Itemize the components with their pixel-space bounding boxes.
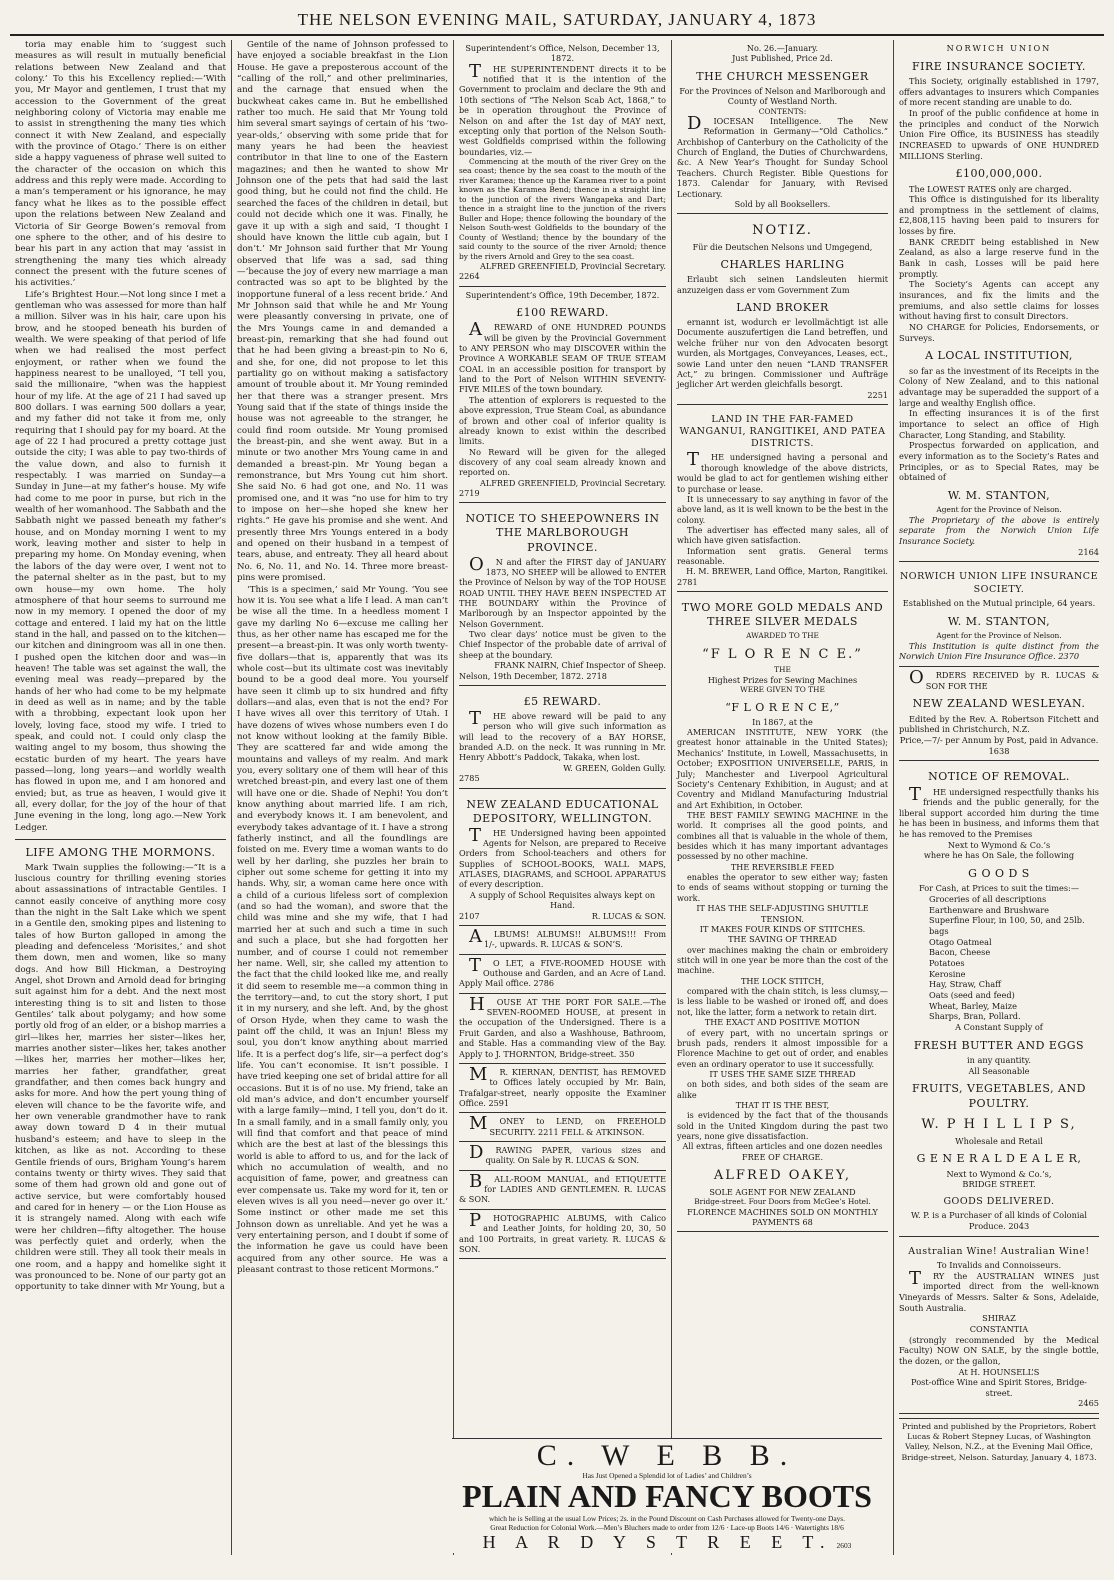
- advertiser-name: C. W E B B.: [536, 1439, 798, 1472]
- ad-title: £100 REWARD.: [516, 306, 609, 320]
- agent-name: W. M. STANTON,: [947, 614, 1051, 628]
- ad-line: Next to Wymond & Co.’s: [947, 839, 1051, 850]
- ad-note: This Institution is quite distinct from the Norwich Union Fire Insurance Office. 2370: [899, 640, 1099, 662]
- ad-body: THE undersigned having a personal and thorough knowledge of the above districts, would be glad to act for gentlemen wishing either to purchase or lease.: [677, 449, 888, 494]
- ad-body: Prospectus forwarded on application, and every information as to the Society’s Rates and Principles, or as to Special Rates, may be obtained of: [899, 440, 1099, 483]
- goods-item: Groceries of all descriptions: [929, 894, 1047, 905]
- ad-title: NOTIZ.: [752, 223, 813, 239]
- ad-title: LAND IN THE FAR-FAMED WANGANUI, RANGITIKEI, AND PATEA DISTRICTS.: [679, 413, 886, 450]
- ad-dateline: Superintendent’s Office, Nelson, December 13, 1872.: [465, 43, 660, 64]
- ad-number: 2164: [1078, 546, 1099, 557]
- ad-title: NORWICH UNION: [946, 43, 1052, 53]
- ad-heading: FRESH BUTTER AND EGGS: [913, 1038, 1085, 1052]
- divider: [15, 839, 226, 840]
- article-paragraph: ‘This is a specimen,’ said Mr Young. ‘You see how it is. You see what a life I lead. A man can’t be wise all the time. In a heedless moment I gave my darling No 6—excuse me calling her thus, as her other name has escaped me for the present—a breast-pin. It was only worth twenty-five dollars—that is, apparently that was its whole cost—but its ultimate cost was inevitably bound to be a good deal more. You yourself have seen it climb up to six hundred and fifty dollars—and alas, even that is not the end? For I have wives all over this territory of Utah. I have dozens of wives whose numbers even I do not know without looking at the family Bible. They are scattered far and wide among the mountains and valleys of my realm. And mark you, every solitary one of them will hear of this wretched breast-pin, and every last one of them will have one or die. Shade of Nephi! You don’t know anything about married life. I am rich, and everybody knows it. I am benevolent, and everybody takes advantage of it. I have a strong fatherly instinct, and all the foundlings are foisted on me. Every time a woman wants to do well by her darling, she puzzles her brain to cipher out some scheme for getting it into my hands. Why, sir, a woman came here once with a child of a curious lifeless sort of complexion (and so had the woman), and swore that the child was mine and she my wife, that I had married her at such and such a time in such and such a place, but she had forgotten her number, and of course I could not remember her name. Well, sir, she called my attention to the fact that the child looked like me, and really it did seem to resemble me—a common thing in the territory—and, to cut the story short, I put it in my nursery, and she left. And, by the ghost of Orson Hyde, when they came to wash the paint off the child, it was an Injun! Bless my soul, you don’t know anything about married life. It is a perfect dog’s life, sir—a perfect dog’s life. You can’t economise. It isn’t possible. I have tried keeping one set of bridal attire for all occasions. But it is of no use. My friend, take an old man’s advice, and don’t encumber yourself with a large family—mind, I tell you, don’t do it. In a small family, and in a small family only, you will find that comfort and that peace of mind which are the best at last of the blessings this world is able to afford to us, and for the lack of which no accumulation of wealth, and no acquisition of fame, power, and greatness can ever compensate us. Take my word for it, ten or eleven wives is all you need—never go over it.’ Some instinct or other made me set this Johnson down as unreliable. And yet he was a very entertaining person, and I doubt if some of the information he gave us could have been acquired from any other source. He was a pleasant contrast to those reticent Mormons.”: [237, 584, 448, 1276]
- masthead: THE NELSON EVENING MAIL, SATURDAY, JANUARY 4, 1873: [10, 10, 1104, 36]
- column-5: [894, 40, 1104, 1555]
- ad-heading: G E N E R A L D E A L E R,: [916, 1152, 1082, 1166]
- ad-number: 2719: [459, 488, 480, 499]
- ad-body: AMERICAN INSTITUTE, NEW YORK (the greatest honor attainable in the United States); Mechanics’ Institute, in Lowell, Massachusetts, in October; EXPOSITION UNIVERSELLE, PARIS, in July; Manchester and Liverpool Agricultural Society’s Centenary Exhibition, in August; and at Coventry and Midland Manufacturing Industrial and Art Exhibition, in October.: [677, 727, 888, 810]
- ad-body: of every part, with no uncertain springs or brush pads, renders it almost impossible for a Florence Machine to get out of order, and enables even an ordinary operator to use it successfully.: [677, 1027, 888, 1069]
- ad-line: which he is Selling at the usual Low Prices; 2s. in the Pound Discount on Cash Purchases allowed for Twenty-one Days.: [488, 1513, 846, 1523]
- ad-heading: FRUITS, VEGETABLES, AND POULTRY.: [912, 1082, 1086, 1110]
- ad-to-let: TO LET, a FIVE-ROOMED HOUSE with Outhouse and Garden, and an Acre of Land. Apply Mail office. 2786: [459, 955, 666, 994]
- ad-body: NO CHARGE for Policies, Endorsements, or Surveys.: [899, 322, 1099, 343]
- ad-body: ON and after the FIRST day of JANUARY 1873, NO SHEEP will be allowed to ENTER the Province of Nelson by way of the TOP HOUSE ROAD UNTIL THEY HAVE BEEN INSPECTED AT THE BOUNDARY within the Province of Marlborough by an Inspector appointed by the Nelson Government.: [459, 553, 666, 629]
- feature-heading: IT MAKES FOUR KINDS OF STITCHES.: [699, 923, 866, 934]
- ad-church-messenger: [677, 40, 888, 214]
- ad-body: over machines making the chain or embroidery stitch will in one year be more than the cost of the machine.: [677, 944, 888, 976]
- column-4: [672, 40, 894, 1555]
- ad-body: This Society, originally established in 1797, offers advantages to insurers which Companies of more recent standing are unable to do.: [899, 75, 1099, 108]
- ad-body: on both sides, and both sides of the seam are alike: [677, 1079, 888, 1100]
- ad-body: THE undersigned respectfully thanks his friends and the public generally, for the liberal support accorded him during the time he has been in business, and informs them that he has removed to the Premises: [899, 783, 1099, 840]
- article-paragraph: Gentile of the name of Johnson professed to have enjoyed a sociable breakfast in the Lion House. He gave a preposterous account of the “calling of the roll,” and other preliminaries, and the carnage that ensued when the buckwheat cakes came in. But he embellished rather too much. He said that Mr Young told him several smart sayings of certain of his ‘two-year-olds,’ observing with some pride that for many years he had been the heaviest contributor in that line to one of the Eastern magazines; and then he wanted to show Mr Johnson one of the pets that had said the last good thing, but he could not find the child. He searched the faces of the children in detail, but could not decide which one it was. Finally, he gave it up with a sigh and said, ‘I thought I should have known the little cub again, but I don’t.’ Mr Johnson said further that Mr Young observed that life was a sad, sad thing—‘because the joy of every new marriage a man contracted was so apt to be blighted by the inopportune funeral of a less recent bride.’ And Mr Johnson said that while he and Mr Young were pleasantly conversing in private, one of the Mrs Youngs came in and demanded a breast-pin, remarking that she had found out that he had been giving a breast-pin to No 6, and she, for one, did not propose to let this partiality go on without making a satisfactory amount of trouble about it. Mr Young reminded her that there was a stranger present. Mrs Young said that if the state of things inside the house was not agreeable to the stranger, he could find room outside. Mr Young promised the breast-pin, and she went away. But in a minute or two another Mrs Young came in and demanded a breast-pin. Mr Young began a remonstrance, but Mrs Young cut him short. She said No. 6 had got one, and No. 11 was promised one, and it was “no use for him to try to impose on her—she hoped she knew her rights.” He gave his promise and she went. And presently three Mrs Youngs entered in a body and opened on their husband in a tempest of tears, abuse, and entreaty. They all heard about No. 6, No. 11, and No. 14. Three more breast-pins were promised.: [237, 40, 448, 584]
- ad-price: Price,—7/- per Annum by Post, paid in Advance. 1638: [899, 734, 1099, 756]
- ad-boundaries: Commencing at the mouth of the river Grey on the sea coast; thence by the sea coast to the mouth of the river Karamea; thence up the Karamea river to a point known as the Karamea Bend; thence in a straight line to the junction of the rivers Wangapeka and Dart; thence in a straight line to the junction of the rivers Buller and Hope; thence following the boundary of the Nelson South-west Goldfields to the boundary of the County of Westland; thence by the boundary of the said county to the source of the river Arnold; thence by the rivers Arnold and Grey to the sea coast.: [459, 156, 666, 261]
- ad-line: In 1867, at the: [752, 716, 813, 727]
- ad-body: is evidenced by the fact that of the thousands sold in the United Kingdom during the past two years, none give dissatisfaction.: [677, 1110, 888, 1142]
- ad-body: THE Undersigned having been appointed Agents for Nelson, are prepared to Receive Orders from School-teachers and others for Supplies of SCHOOL-BOOKS, WALL MAPS, ATLASES, DIAGRAMS, and SCHOOL APPARATUS of every description.: [459, 824, 666, 890]
- ad-title: Australian Wine! Australian Wine!: [908, 1245, 1090, 1257]
- advertiser-name: W. P H I L L I P S,: [921, 1116, 1077, 1132]
- ad-heading: G O O D S: [968, 867, 1030, 881]
- ad-note: The Proprietary of the above is entirely separate from the Norwich Union Life Insurance Society.: [899, 514, 1099, 547]
- ad-body: DIOCESAN Intelligence. The New Reformation in Germany—“Old Catholics.” Archbishop of Canterbury on the Catholicity of the Church of England, the Duties of Churchwardens, &c. A New Year’s Thought for Sunday School Teachers. Church Register. Bible Questions for 1873. Calendar for January, with Revised Lectionary.: [677, 112, 888, 199]
- ad-house-for-sale: HOUSE AT THE PORT FOR SALE.—The SEVEN-ROOMED HOUSE, at present in the occupation of the Undersigned. There is a Fruit Garden, and also a Washhouse, Bathroom, and Stable. Has a commanding view of the Bay. Apply to J. THORNTON, Bridge-street. 350: [459, 994, 666, 1064]
- wine-name: CONSTANTIA: [969, 1323, 1029, 1334]
- agent-role: Agent for the Province of Nelson.: [936, 631, 1062, 641]
- ad-horse-reward: [459, 686, 666, 789]
- feature-heading: IT HAS THE SELF-ADJUSTING SHUTTLE TENSION.: [696, 903, 869, 924]
- goods-item: Wheat, Barley, Maize: [929, 1000, 1017, 1011]
- sold-by: Sold by all Booksellers.: [734, 198, 831, 209]
- goods-item: Otago Oatmeal: [929, 936, 992, 947]
- feature-heading: THE REVERSIBLE FEED: [730, 861, 835, 872]
- ad-title: NEW ZEALAND WESLEYAN.: [912, 697, 1086, 711]
- ad-body: THE BEST FAMILY SEWING MACHINE in the world. It comprises all the good points, and combines all that is valuable in the whole of them, besides which it has many important advantages possessed by no other machine.: [677, 809, 888, 862]
- ad-signature: W. GREEN, Golden Gully.: [563, 762, 666, 773]
- ad-line: BRIDGE STREET.: [962, 1179, 1036, 1190]
- article-heading: LIFE AMONG THE MORMONS.: [25, 846, 216, 860]
- ad-line: All extras, fifteen articles and one dozen needles FREE OF CHARGE.: [682, 1141, 883, 1162]
- goods-item: Oats (seed and feed): [929, 989, 1015, 1000]
- wine-name: SHIRAZ: [982, 1313, 1016, 1324]
- ad-title: £5 REWARD.: [523, 694, 602, 708]
- ad-body: BANK CREDIT being established in New Zealand, as also a large reserve fund in the Bank in cash, Losses will be paid here promptly.: [899, 236, 1099, 279]
- ad-line: where he has On Sale, the following: [923, 850, 1075, 861]
- feature-heading: IT USES THE SAME SIZE THREAD: [709, 1068, 856, 1079]
- article-brightest-hour: Life’s Brightest Hour.—Not long since I met a gentleman who was assessed for more than half a million. Silver was in his hair, care upon his brow, and he stooped beneath his burden of wealth. We were speaking of that period of life when we had realised the most perfect enjoyment, or rather when we found the happiness nearest to be unalloyed, “I tell you, said the millionaire, “when was the happiest hour of my life. At the age of 21 I had saved up 800 dollars. I was earning 500 dollars a year, and my father did not take it from me, only requiring that I should pay for my board. At the age of 22 I had procured a pretty cottage just outside the city; I was able to pay two-thirds of the value down, and also to furnish it respectably. I was married on Sunday—a Sunday in June—at my father’s house. My wife had come to me poor in purse, but rich in the wealth of her womanhood. The Sabbath and the Sabbath night we passed beneath my father’s house, and on Monday morning I went to my work, leaving mother and sister to help in preparing my home. On Monday evening, when the labors of the day were over, I went not to the paternal shelter as in the past, but to my own house—my own home. The holy atmosphere of that hour seems to surround me now in my memory. I opened the door of my cottage and entered. I laid my hat on the little stand in the hall, and passed on to the kitchen—our kitchen and diningroom was all in one then. I pushed open the kitchen door and was—in heaven! The table was set against the wall, the evening meal was ready—prepared by the hands of her who had come to be my helpmate in deed as well as in name; and by the table with a throbbing, expectant look upon her lovely, loving face, stood my wife. I tried to speak, and could not. I could only clasp the waiting angel to my bosom, thus showing the ecstatic burden of my heart. The years have passed—long, long years—and worldly wealth has flowed in upon me, and I am honored and envied; but, as true as heaven, I would give it all, every dollar, for the joy of the hour of that June evening in the long, long ago.—New York Ledger.: [15, 289, 226, 833]
- goods-list: [899, 894, 1099, 1022]
- ad-line: Established on the Mutual principle, 64 years.: [902, 598, 1096, 609]
- price: Just Published, Price 2d.: [732, 53, 833, 64]
- column-3: [454, 40, 672, 1555]
- ad-body: Edited by the Rev. A. Robertson Fitchett and published in Christchurch, N.Z.: [899, 713, 1099, 735]
- ad-body: In effecting insurances it is of the first importance to select an office of High Character, Long Standing, and Stability.: [899, 408, 1099, 440]
- ad-body: It is unnecessary to say anything in favor of the above land, as it is well known to be the best in the colony.: [677, 493, 888, 525]
- ad-body: TRY the AUSTRALIAN WINES just imported direct from the well-known Vineyards of Messrs. Salter & Sons, Adelaide, South Australia.: [899, 1267, 1099, 1313]
- ad-signature: ALFRED GREENFIELD, Provincial Secretary.: [479, 477, 666, 488]
- ad-albums: ALBUMS! ALBUMS!! ALBUMS!!! From 1/-, upwards. R. LUCAS & SON’S.: [459, 926, 666, 955]
- ad-sheepowners: [459, 503, 666, 686]
- ad-body: Information sent gratis. General terms reasonable.: [677, 545, 888, 567]
- ad-florence-machines: [677, 592, 888, 1232]
- ad-dateline: Superintendent’s Office, 19th December, 1872.: [465, 289, 660, 300]
- ad-signature: ALFRED GREENFIELD, Provincial Secretary.: [479, 261, 666, 272]
- ad-signature: 2107 R. LUCAS & SON.: [459, 910, 666, 921]
- column-2: [232, 40, 454, 1555]
- ad-body: In proof of the public confidence at home in the principles and conduct of the Norwich Union Fire Office, its BUSINESS has steadily INCREASED to upwards of ONE HUNDRED MILLIONS Sterling.: [899, 107, 1099, 161]
- ad-norwich-fire: [899, 40, 1099, 562]
- column-1: [10, 40, 232, 1555]
- ad-wesleyan: [899, 667, 1099, 761]
- ad-line: in any quantity.: [967, 1054, 1031, 1065]
- ad-line: Next to Wymond & Co.’s,: [946, 1168, 1052, 1179]
- ad-line: FLORENCE MACHINES SOLD ON MONTHLY PAYMENTS 68: [687, 1206, 878, 1227]
- ad-body: This Office is distinguished for its liberality and promptness in the settlement of claims, £2,808,115 having been paid to insurers for losses by fire.: [899, 194, 1099, 237]
- ad-title: NOTICE TO SHEEPOWNERS IN THE MARLBOROUGH PROVINCE.: [465, 512, 660, 554]
- ad-body: (strongly recommended by the Medical Faculty) NOW ON SALE, by the single bottle, the dozen, or the gallon,: [899, 1334, 1099, 1366]
- ad-line: W. P. is a Purchaser of all kinds of Colonial Produce. 2043: [910, 1210, 1088, 1231]
- ad-body: The attention of explorers is requested to the above expression, True Steam Coal, as abundance of brown and other coal of inferior quality is already known to exist within the described limits.: [459, 394, 666, 447]
- ad-line: WERE GIVEN TO THE: [740, 685, 825, 695]
- ad-title: NOTICE OF REMOVAL.: [928, 770, 1070, 784]
- agent-name: W. M. STANTON,: [947, 488, 1051, 502]
- advertiser-name: CHARLES HARLING: [720, 258, 845, 272]
- ad-signature: FRANK NAIRN, Chief Inspector of Sheep.: [494, 660, 666, 671]
- ad-title: FIRE INSURANCE SOCIETY.: [912, 59, 1086, 73]
- ad-body: THE above reward will be paid to any person who will give such information as will lead to the recovery of a BAY HORSE, branded A.D. on the neck. It was running in Mr. Henry Abbott’s Paddock, Takaka, when lost.: [459, 708, 666, 763]
- agent-name: ALFRED OAKEY,: [713, 1168, 852, 1184]
- ad-australian-wine: [899, 1237, 1099, 1415]
- ad-body: THE SUPERINTENDENT directs it to be notified that it is the intention of the Government to proclaim and declare the 9th and 10th sections of “The Nelson Scab Act, 1868,” to be in operation throughout the Province of Nelson on and after the 1st day of MAY next, excepting only that portion of the Nelson South-west Goldfields comprised within the following boundaries, viz.—: [459, 60, 666, 157]
- ad-body: No Reward will be given for the alleged discovery of any coal seam already known and reported on.: [459, 446, 666, 478]
- goods-item: Bacon, Cheese: [929, 947, 991, 958]
- ad-body: compared with the chain stitch, is less clumsy,—is less liable to be washed or ironed off, and does not, like the latter, form a network to retain dirt.: [677, 986, 888, 1017]
- contents-label: CONTENTS:: [758, 106, 807, 116]
- goods-item: Kerosine: [929, 968, 966, 979]
- ad-body: ernannt ist, wodurch er levollmächtigt ist alle Documente auszufertigen die Land betreffen, und welche früher nur von den Advocaten besorgt wurden, als Mortgages, Conveyances, Leases, ect., sowie Land unter den neuen “LAND TRANSFER Act,” zu bringen. Commissioner und Aufträge jeglicher Art werden gleichfalls besorgt.: [677, 317, 888, 390]
- ad-body: enables the operator to sew either way; fasten to ends of seams without stopping or turning the work.: [677, 872, 888, 903]
- ad-signature: H. M. BREWER, Land Office, Marton, Rangitikei.: [686, 566, 888, 577]
- feature-heading: THE SAVING OF THREAD: [728, 934, 837, 945]
- ad-body: The Society’s Agents can accept any insurances, and fix the limits and the premiums, and also settle claims for losses without having first to consult Directors.: [899, 279, 1099, 322]
- ad-line: To Invalids and Connoisseurs.: [936, 1259, 1062, 1270]
- columns: [10, 40, 1104, 1555]
- ad-number: 2465: [1078, 1398, 1099, 1409]
- ad-title: NORWICH UNION LIFE INSURANCE SOCIETY.: [899, 571, 1099, 595]
- ad-body: Erlaubt sich seinen Landsleuten hiermit anzuzeigen dass er vom Government Zum: [677, 274, 888, 295]
- ad-title: TWO MORE GOLD MEDALS AND THREE SILVER MEDALS: [681, 601, 884, 629]
- ad-subtitle: Für die Deutschen Nelsons und Umgegend,: [692, 241, 873, 252]
- ad-ballroom-manual: BALL-ROOM MANUAL, and ETIQUETTE for LADIES AND GENTLEMEN. R. LUCAS & SON.: [459, 1171, 666, 1210]
- ad-body: so far as the investment of its Receipts in the Colony of New Zealand, and to this national advantage may be superadded the support of a large and wealthy English office.: [899, 365, 1099, 408]
- ad-coal-reward: [459, 287, 666, 504]
- ad-title: NEW ZEALAND EDUCATIONAL DEPOSITORY, WELLINGTON.: [466, 797, 659, 825]
- feature-heading: THE EXACT AND POSITIVE MOTION: [704, 1017, 861, 1028]
- ad-line: Highest Prizes for Sewing Machines: [707, 674, 858, 685]
- ad-body: The LOWEST RATES only are charged.: [909, 183, 1072, 194]
- ad-line: Has Just Opened a Splendid lot of Ladies’ and Children’s: [582, 1471, 752, 1480]
- ad-webb-boots: [452, 1438, 882, 1553]
- ad-photographic-albums: PHOTOGRAPHIC ALBUMS, with Calico and Leather Joints, for holding 20, 30, 50 and 100 Portraits, in great variety. R. LUCAS & SON.: [459, 1210, 666, 1259]
- ad-address: H A R D Y S T R E E T. 2603: [482, 1532, 852, 1553]
- ad-line: All Seasonable: [968, 1065, 1030, 1076]
- ad-number: 2251: [867, 389, 888, 400]
- ad-body: A supply of School Requisites always kept on Hand.: [469, 889, 656, 911]
- ad-date: Nelson, 19th December, 1872. 2718: [459, 670, 607, 681]
- ad-land-wanganui: [677, 405, 888, 592]
- ad-line: SOLE AGENT FOR NEW ZEALAND: [709, 1186, 856, 1197]
- ad-body: AREWARD of ONE HUNDRED POUNDS will be given by the Provincial Government to ANY PERSON who may DISCOVER within the Province A WORKABLE SEAM OF TRUE STEAM COAL in an accessible position for transport by land to the Port of Nelson WITHIN SEVENTY-FIVE MILES of the town boundary.: [459, 319, 666, 395]
- ad-line: Bridge-street. Four Doors from McGee’s Hotel.: [694, 1197, 871, 1207]
- ad-title: THE CHURCH MESSENGER: [696, 69, 869, 83]
- ad-number: 2264: [459, 271, 480, 282]
- imprint: Printed and published by the Proprietors, Robert Lucas & Robert Stepney Lucas, of Washington Valley, Nelson, N.Z., at the Evening Mail Office, Bridge-street, Nelson. Saturday, January 4, 1873.: [899, 1418, 1099, 1463]
- article-mormons: Mark Twain supplies the following:—“It is a luscious country for thrilling evening stories about assassinations of intractable Gentiles. I cannot easily conceive of anything more cosy than the night in the Salt Lake which we spent in a Gentile den, smoking pipes and listening to tales of how Burton galloped in among the pleading and defenceless ‘Morisites,’ and shot them down, men and women, like so many dogs. And how Bill Hickman, a Destroying Angel, shot Drown and Arnold dead for bringing suit against him for a debt. And the next most interesting thing is to sit and listen to those Gentiles’ talk about polygamy; and how some portly old frog of an elder, or a bishop marries a girl—likes her, marries her sister—likes her, marries another sister—likes her, takes another—likes her, marries her mother—likes her, marries her father, grandfather, great grandfather, and then comes back hungry and asks for more. And how the pert young thing of eleven will chance to be the favorite wife, and her own venerable grandmother have to rank away down toward D 4 in their mutual husband’s esteem; and have to sleep in the kitchen, as like as not. According to these Gentile friends of ours, Brigham Young’s harem contains twenty or thirty wives. They said that some of them had grown old and gone out of active service, but were comfortably housed and cared for in henery — or the Lion House as it is strangely named. Along with each wife were her children—fifty altogether. The house was perfectly quiet and orderly, when the children were still. They all took their meals in one room, and a happy and homelike sight it was pronounced to be. None of our party got an opportunity to take dinner with Mr Young, but a: [15, 862, 226, 1293]
- ad-line: Wholesale and Retail: [955, 1135, 1043, 1146]
- ad-number: 2781: [677, 576, 698, 587]
- ad-drawing-paper: DRAWING PAPER, various sizes and quality. On Sale by R. LUCAS & SON.: [459, 1142, 666, 1171]
- ad-role: LAND BROKER: [736, 301, 829, 314]
- ad-amount: £100,000,000.: [955, 167, 1043, 181]
- ad-body: The advertiser has effected many sales, all of which have given satisfaction.: [677, 524, 888, 546]
- ad-line: THE: [774, 665, 791, 675]
- ad-line: AWARDED TO THE: [746, 631, 819, 641]
- issue-number: No. 26.—January.: [746, 43, 819, 53]
- goods-item: Superfine Flour, in 100, 50, and 25lb. bags: [929, 915, 1085, 937]
- ad-body: Two clear days’ notice must be given to the Chief Inspector of the probable date of arrival of sheep at the boundary.: [459, 629, 666, 660]
- ad-subtitle: For the Provinces of Nelson and Marlborough and County of Westland North.: [679, 85, 886, 107]
- article-paragraph: toria may enable him to ‘suggest such measures as will result in mutually beneficial relations between New Zealand and that colony.’ To this his Excellency replied:—‘With you, Mr Mayor and gentlemen, I trust that my accession to the Government of the great neighboring colony of Victoria may enable me to assist in strengthening the many ties which connect it with New Zealand, and especially with the province of Otago.’ There is on either side a happy vagueness of phrase well suited to the character of the occasion on which this address and this reply were made. According to a man’s temperament or his ignorance, he may fancy what he likes as to the possible effect upon the relations between New Zealand and Victoria of Sir George Bowen’s removal from one sphere to the other, and of his desire to bear his part in any action that may ‘assist in strengthening the many ties which already connect the present with the future scenes of his activities.’: [15, 40, 226, 289]
- goods-item: Sharps, Bran, Pollard.: [929, 1011, 1021, 1022]
- ad-line: Post-office Wine and Spirit Stores, Bridge-street.: [911, 1377, 1087, 1398]
- goods-item: Hay, Straw, Chaff: [929, 979, 1001, 990]
- brand-name: “F L O R E N C E,”: [725, 700, 840, 714]
- feature-heading: THE LOCK STITCH,: [740, 975, 825, 986]
- ad-notiz: [677, 214, 888, 405]
- ad-educational-depository: [459, 789, 666, 926]
- goods-item: Potatoes: [929, 958, 965, 968]
- brand-name: “F L O R E N C E.”: [702, 646, 863, 662]
- feature-heading: THAT IT IS THE BEST,: [735, 1100, 830, 1111]
- agent-role: Agent for the Province of Nelson.: [936, 505, 1062, 515]
- ad-scab-act: [459, 40, 666, 287]
- ad-heading: A LOCAL INSTITUTION,: [925, 349, 1073, 363]
- ad-notice-of-removal: [899, 761, 1099, 1236]
- goods-item: Earthenware and Brushware: [929, 904, 1050, 915]
- ad-title: PLAIN AND FANCY BOOTS: [462, 1478, 872, 1515]
- ad-line: Great Reduction for Colonial Work.—Men’s Bluchers made to order from 12/6 · Lace-up Boots 14/6 · Watertights 18/6: [490, 1523, 844, 1533]
- ad-heading: GOODS DELIVERED.: [943, 1195, 1055, 1207]
- ad-title: ORDERS RECEIVED by R. LUCAS & SON FOR THE: [909, 666, 1099, 691]
- ad-number: 2785: [459, 773, 480, 784]
- ad-line: At H. HOUNSELL’S: [958, 1366, 1040, 1377]
- ad-norwich-life: [899, 562, 1099, 667]
- ad-dentist: MR. KIERNAN, DENTIST, has REMOVED to Offices lately occupied by Mr. Bain, Trafalgar-street, nearly opposite the Examiner Office. 2591: [459, 1064, 666, 1113]
- ad-line: For Cash, at Prices to suit the times:—: [918, 883, 1080, 894]
- ad-money-to-lend: MONEY to LEND, on FREEHOLD SECURITY. 2211 FELL & ATKINSON.: [459, 1113, 666, 1142]
- ad-line: A Constant Supply of: [955, 1021, 1043, 1032]
